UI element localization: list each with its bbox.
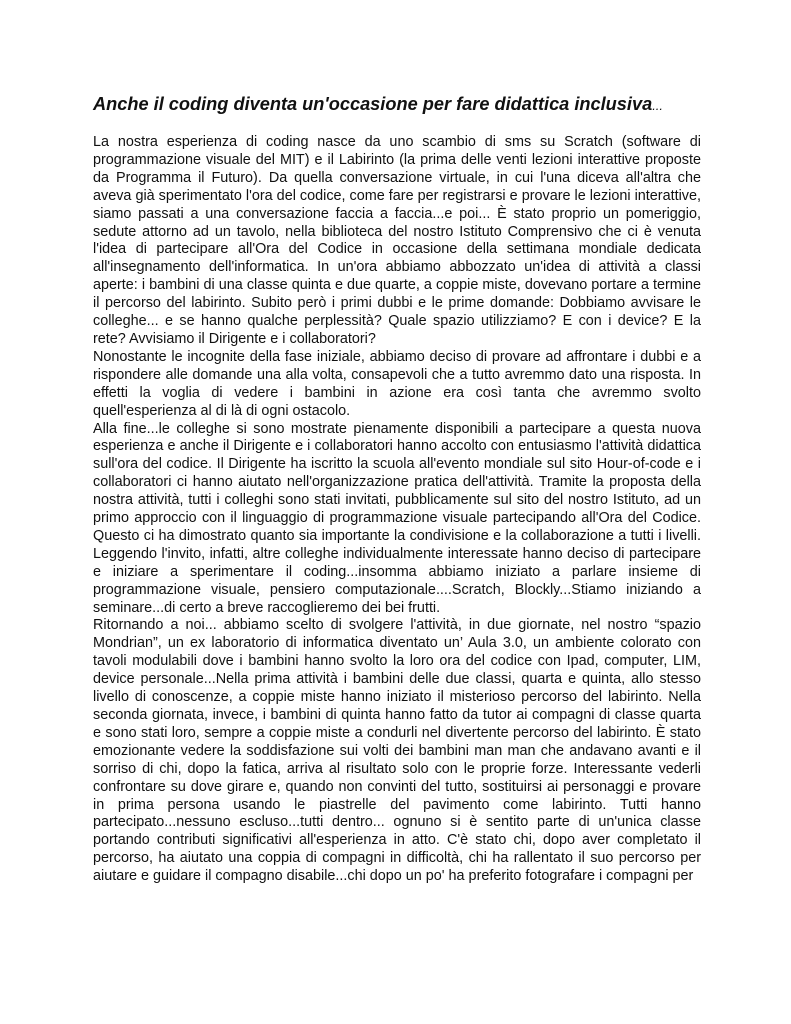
paragraph-4: Ritornando a noi... abbiamo scelto di svolgere l'attività, in due giornate, nel nostro “spazio Mondrian”, un ex laboratorio di informatica diventato un’ Aula 3.0, un ambiente colorato con tavoli modulabili dove i bambini hanno svolto la loro ora del codice con Ipad, computer, LIM, device personale...Nella prima attività i bambini delle due classi, quarta e quinta, allo stesso livello di conoscenze, a coppie miste hanno iniziato il misterioso percorso del labirinto. Nella seconda giornata, invece, i bambini di quinta hanno fatto da tutor ai compagni di classe quarta e sono stati loro, sempre a coppie miste a condurli nel divertente percorso del labirinto. È stato emozionante vedere la soddisfazione sui volti dei bambini man man che andavano avanti e il sorriso di chi, dopo la fatica, arriva al risultato solo con le proprie forze. Interessante vederli confrontare su dove girare e, quando non convinti del tutto, sostituirsi ai personaggi e provare in prima persona usando le piastrelle del pavimento come labirinto. Tutti hanno partecipato...nessuno escluso...tutti dentro... ognuno si è sentito parte di un'unica classe portando contributi significativi all'esperienza in atto. C'è stato chi, dopo aver completato il percorso, ha aiutato una coppia di compagni in difficoltà, chi ha rallentato il suo percorso per aiutare e guidare il compagno disabile...chi dopo un po' ha preferito fotografare i compagni per	[93, 617, 701, 885]
document-page	[93, 93, 701, 886]
document-title	[93, 93, 701, 117]
title-text: Anche il coding diventa un'occasione per fare didattica inclusiva	[93, 94, 653, 114]
title-ellipsis: ...	[652, 98, 664, 113]
paragraph-3: Alla fine...le colleghe si sono mostrate pienamente disponibili a partecipare a questa nuova esperienza e anche il Dirigente e i collaboratori hanno accolto con entusiasmo l'attività didattica sull'ora del codice. Il Dirigente ha iscritto la scuola all'evento mondiale sul sito Hour-of-code e i collaboratori ci hanno aiutato nell'organizzazione pratica dell'attività. Tramite la proposta della nostra attività, tutti i colleghi sono stati invitati, pubblicamente sul sito del nostro Istituto, ad un primo approccio con il linguaggio di programmazione visuale partecipando all'Ora del Codice. Questo ci ha dimostrato quanto sia importante la condivisione e la collaborazione a tutti i livelli. Leggendo l'invito, infatti, altre colleghe individualmente interessate hanno deciso di partecipare e iniziare a sperimentare il coding...insomma abbiamo iniziato a parlare insieme di programmazione visuale, pensiero computazionale....Scratch, Blockly...Stiamo iniziando a seminare...di certo a breve raccoglieremo dei bei frutti.	[93, 420, 701, 616]
paragraph-2: Nonostante le incognite della fase iniziale, abbiamo deciso di provare ad affrontare i dubbi e a rispondere alle domande una alla volta, consapevoli che a tutto avremmo dato una risposta. In effetti la voglia di vedere i bambini in azione era così tanta che avremmo svolto quell'esperienza al di là di ogni ostacolo.	[93, 348, 701, 419]
paragraph-1: La nostra esperienza di coding nasce da uno scambio di sms su Scratch (software di programmazione visuale del MIT) e il Labirinto (la prima delle venti lezioni interattive proposte da Programma il Futuro). Da quella conversazione virtuale, in cui l'una diceva all'altra che aveva già sperimentato l'ora del codice, come fare per registrarsi e provare le lezioni interattive, siamo passati a una conversazione faccia a faccia...e poi... È stato proprio un pomeriggio, sedute attorno ad un tavolo, nella biblioteca del nostro Istituto Comprensivo che ci è venuta l'idea di partecipare all'Ora del Codice in occasione della settimana mondiale dedicata all'insegnamento dell'informatica. In un'ora abbiamo abbozzato un'idea di attività a classi aperte: i bambini di una classe quinta e due quarte, a coppie miste, dovevano portare a termine il percorso del labirinto. Subito però i primi dubbi e le prime domande: Dobbiamo avvisare le colleghe... e se hanno qualche perplessità? Quale spazio utilizziamo? E con i device? E la rete? Avvisiamo il Dirigente e i collaboratori?	[93, 134, 701, 347]
